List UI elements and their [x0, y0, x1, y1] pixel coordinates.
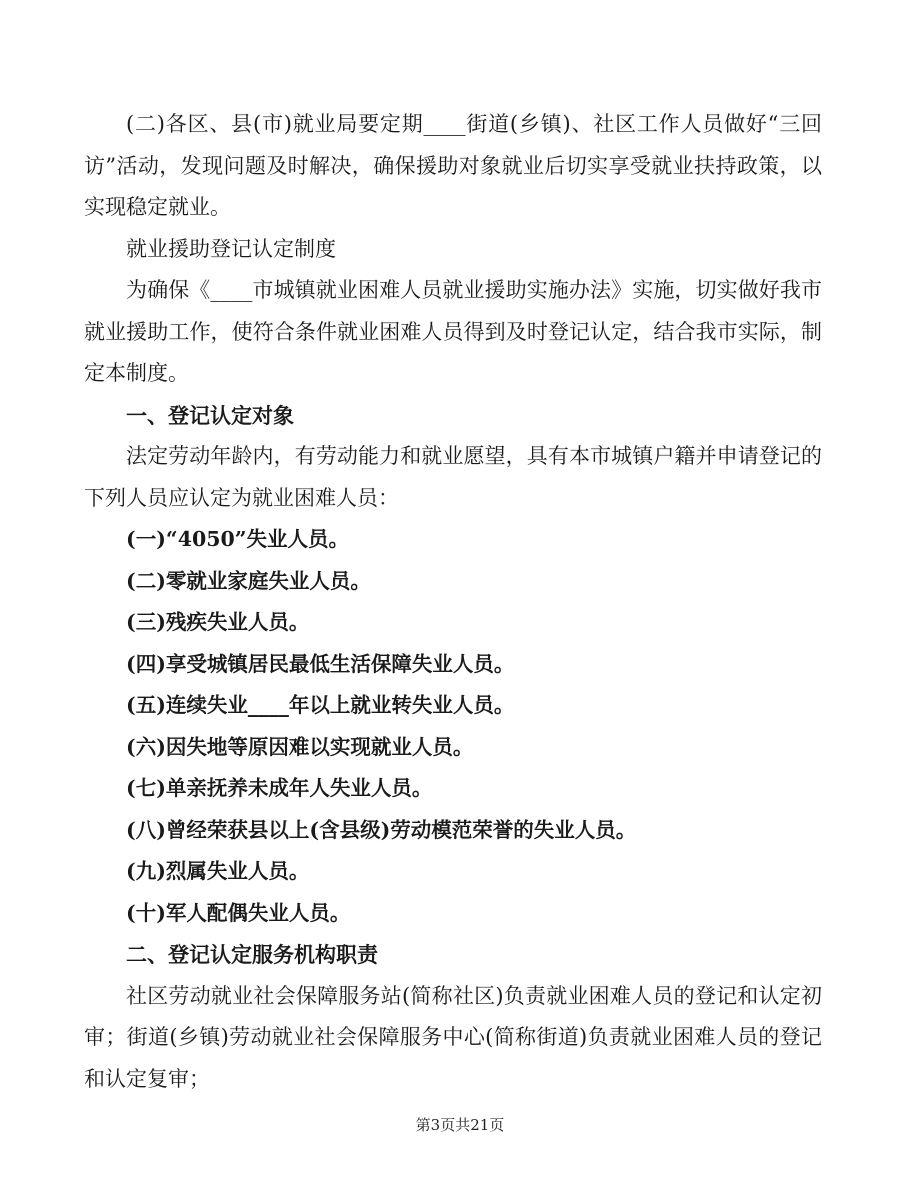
list-item: (六)因失地等原因难以实现就业人员。 [126, 734, 474, 759]
heading-registration-targets: 一、登记认定对象 [126, 402, 294, 428]
paragraph-duties: 社区劳动就业社会保障服务站(简称社区)负责就业困难人员的登记和认定初审；街道(乡镇)劳动就业社会保障服务中心(简称街道)负责就业困难人员的登记和认定复审； [84, 983, 822, 1091]
list-item: (二)零就业家庭失业人员。 [126, 568, 371, 593]
paragraph-revisit: (二)各区、县(市)就业局要定期____街道(乡镇)、社区工作人员做好“三回访”活动，发现问题及时解决，确保援助对象就业后切实享受就业扶持政策，以实现稳定就业。 [84, 112, 822, 219]
paragraph-purpose: 为确保《____市城镇就业困难人员就业援助实施办法》实施，切实做好我市就业援助工作，使符合条件就业困难人员得到及时登记认定，结合我市实际，制定本制度。 [84, 278, 822, 385]
list-item: (十)军人配偶失业人员。 [126, 900, 351, 925]
list-item: (三)残疾失业人员。 [126, 610, 310, 634]
list-item: (四)享受城镇居民最低生活保障失业人员。 [126, 651, 515, 676]
list-item: (九)烈属失业人员。 [126, 859, 310, 883]
list-item: (五)连续失业____年以上就业转失业人员。 [126, 693, 515, 717]
list-item: (七)单亲抚养未成年人失业人员。 [126, 776, 433, 800]
paragraph-eligibility: 法定劳动年龄内，有劳动能力和就业愿望，具有本市城镇户籍并申请登记的下列人员应认定为就业困难人员： [84, 444, 822, 510]
section-title-system: 就业援助登记认定制度 [126, 236, 336, 261]
heading-service-duties: 二、登记认定服务机构职责 [126, 942, 378, 967]
page-number-footer: 第3页共21页 [415, 1116, 505, 1134]
list-item: (八)曾经荣获县以上(含县级)劳动模范荣誉的失业人员。 [126, 817, 637, 842]
document-body [84, 104, 822, 1100]
list-item: (一)“4050”失业人员。 [126, 527, 350, 551]
